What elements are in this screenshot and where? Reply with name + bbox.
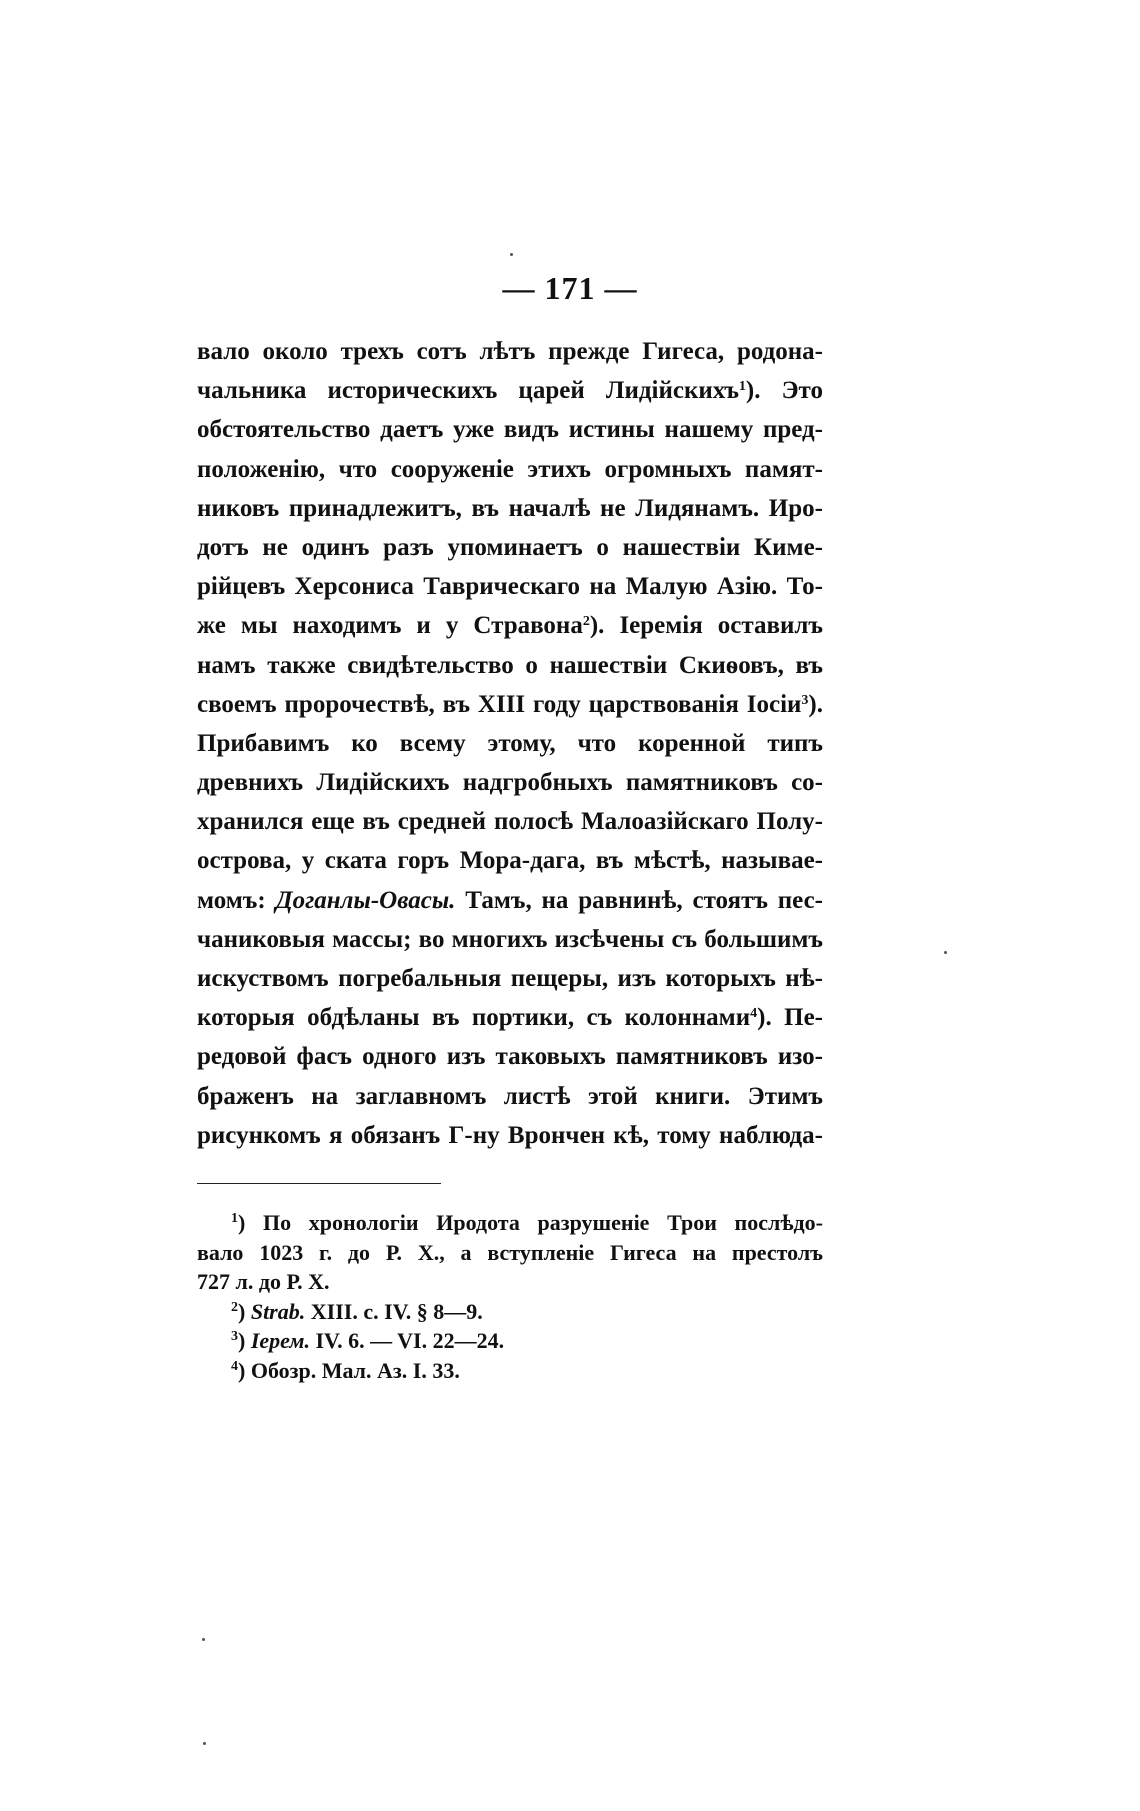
text-line: искуствомъ погребальныя пещеры, изъ которыхъ нѣ-: [197, 965, 823, 992]
page-number: — 171 —: [502, 270, 638, 306]
footnote-4: $^4$) Обозр. Мал. Аз. I. 33.: [231, 1357, 460, 1383]
text-line: никовъ принадлежитъ, въ началѣ не Лидянамъ. Иро-: [197, 494, 823, 522]
footnote-1-cont: вало 1023 г. до Р. Х., а вступленіе Гигеса на престолъ: [197, 1239, 823, 1265]
text-line: же мы находимъ и у Стравона$^2$). Іеремія оставилъ: [197, 612, 823, 640]
footnote-ref-2[interactable]: 2: [582, 614, 590, 630]
print-speck: [944, 951, 947, 954]
footnote-2: $^2$) Strab. XIII. c. IV. § 8—9.: [231, 1298, 483, 1324]
text-line: намъ также свидѣтельство о нашествіи Скиѳовъ, въ: [197, 651, 823, 679]
footnote-divider: [197, 1183, 441, 1184]
print-speck: [203, 1742, 206, 1745]
footnotes: [197, 1208, 823, 1385]
footnote-ref-1[interactable]: 1: [738, 379, 746, 395]
text-line: которыя обдѣланы въ портики, съ колоннами$^4$). Пе-: [197, 1004, 823, 1032]
text-line: момъ: Доганлы-Овасы. Тамъ, на равнинѣ, стоятъ пес-: [197, 886, 824, 914]
text-line: хранился еще въ средней полосѣ Малоазійскаго Полу-: [197, 808, 823, 836]
text-line: браженъ на заглавномъ листѣ этой книги. Этимъ: [197, 1082, 823, 1110]
place-name-italic: Доганлы-Овасы.: [275, 886, 456, 914]
print-speck: [202, 1638, 205, 1641]
text-line: положенію, что сооруженіе этихъ огромныхъ памят-: [197, 455, 823, 483]
footnote-1-cont: 727 л. до Р. Х.: [197, 1269, 330, 1294]
text-line: обстоятельство даетъ уже видъ истины нашему пред-: [197, 416, 823, 444]
text-line: своемъ пророчествѣ, въ XIII году царствованія Іосіи$^3$).: [197, 690, 823, 718]
print-speck: [510, 253, 513, 256]
text-line: древнихъ Лидійскихъ надгробныхъ памятниковъ со-: [197, 769, 823, 797]
text-line: чальника историческихъ царей Лидійскихъ$^1$). Это: [197, 377, 824, 405]
text-line: чаниковыя массы; во многихъ изсѣчены съ большимъ: [197, 925, 823, 953]
text-line: Прибавимъ ко всему этому, что коренной типъ: [197, 729, 823, 757]
body-text: [197, 332, 823, 1155]
footnote-ref-4[interactable]: 4: [750, 1006, 758, 1022]
text-line: редовой фасъ одного изъ таковыхъ памятниковъ изо-: [197, 1043, 823, 1071]
footnote-ref-3[interactable]: 3: [801, 692, 809, 708]
text-line: острова, у ската горъ Мора-дага, въ мѣстѣ, называе-: [197, 847, 823, 875]
text-line: рійцевъ Херсониса Таврическаго на Малую Азію. То-: [197, 573, 823, 601]
footnote-3: $^3$) Іерем. IV. 6. — VI. 22—24.: [231, 1328, 505, 1353]
text-line: рисункомъ я обязанъ Г-ну Врончен кѣ, тому наблюда-: [197, 1121, 823, 1149]
footnote-1: $^1$) По хронологіи Иродота разрушеніе Трои послѣдо-: [231, 1210, 823, 1235]
text-line: вало около трехъ сотъ лѣтъ прежде Гигеса, родона-: [197, 338, 823, 365]
text-line: дотъ не одинъ разъ упоминаетъ о нашествіи Киме-: [197, 533, 823, 561]
